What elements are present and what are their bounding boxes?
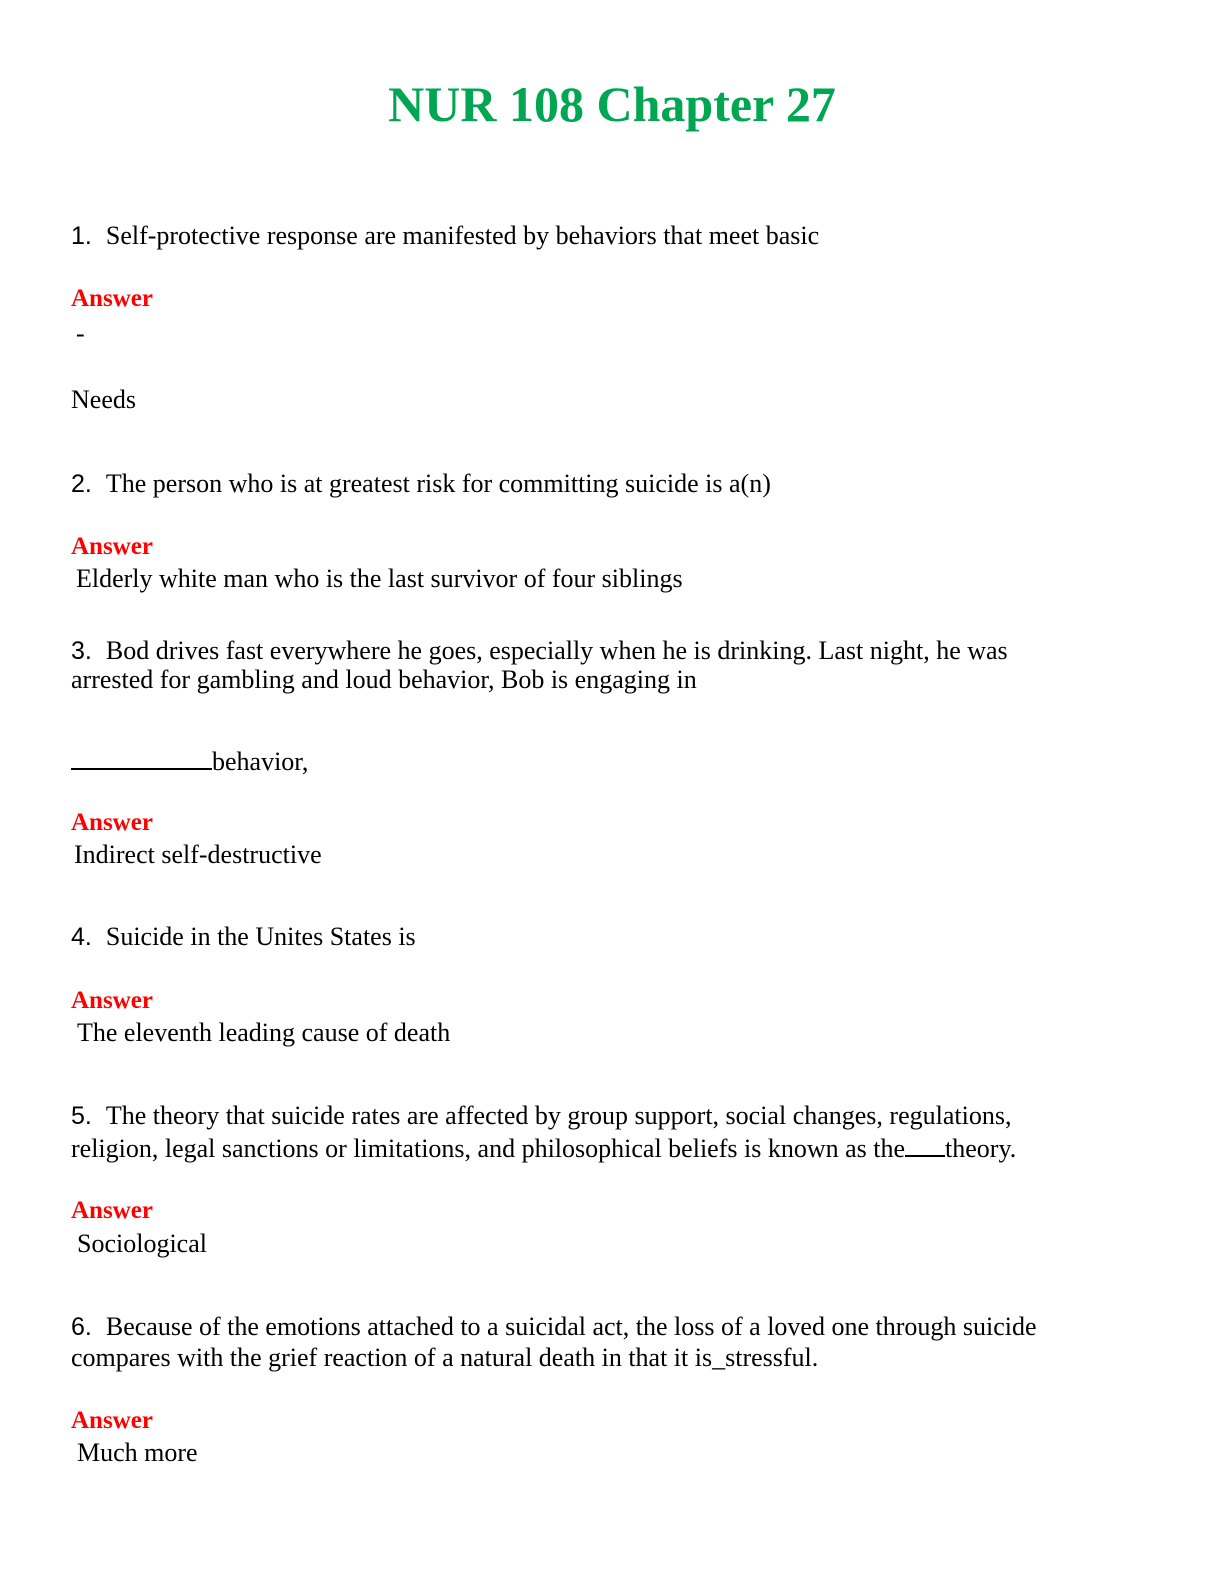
answer-text: Sociological — [77, 1229, 207, 1258]
question-text: Self-protective response are manifested by behaviors that meet basic — [105, 221, 820, 250]
answer-label: Answer — [71, 1407, 153, 1434]
answer-label: Answer — [71, 285, 153, 312]
answer-label: Answer — [71, 809, 153, 836]
answer-text: The eleventh leading cause of death — [77, 1018, 451, 1047]
question-text-line — [71, 1131, 1016, 1164]
answer-label: Answer — [71, 1197, 153, 1224]
blank-line — [905, 1131, 945, 1157]
answer-text: Indirect self-destructive — [74, 840, 322, 869]
question-number: 5. — [71, 1102, 92, 1130]
question-text: Suicide in the Unites States is — [105, 922, 416, 951]
answer-text: - — [76, 319, 85, 348]
question-text: The theory that suicide rates are affected by group support, social changes, regulations, — [105, 1101, 1012, 1130]
blank-suffix: behavior, — [212, 747, 309, 776]
answer-label: Answer — [71, 533, 153, 560]
answer-text: Needs — [71, 385, 136, 414]
question-4 — [71, 921, 416, 953]
question-number: 6. — [71, 1313, 92, 1341]
question-text-line: compares with the grief reaction of a natural death in that it is_stressful. — [71, 1343, 819, 1372]
question-text: theory. — [945, 1134, 1017, 1163]
fill-in-line — [71, 744, 308, 777]
question-text: Because of the emotions attached to a suicidal act, the loss of a loved one through suicide — [105, 1312, 1037, 1341]
question-text-line: arrested for gambling and loud behavior, Bob is engaging in — [71, 665, 697, 694]
question-text: Bod drives fast everywhere he goes, especially when he is drinking. Last night, he was — [105, 636, 1008, 665]
question-text: religion, legal sanctions or limitations, and philosophical beliefs is known as the — [71, 1134, 906, 1163]
answer-text: Elderly white man who is the last survivor of four siblings — [76, 564, 683, 593]
question-text: The person who is at greatest risk for committing suicide is a(n) — [105, 469, 771, 498]
question-6 — [71, 1311, 1037, 1343]
answer-label: Answer — [71, 987, 153, 1014]
answer-text: Much more — [77, 1438, 198, 1467]
question-5 — [71, 1100, 1011, 1132]
question-number: 2. — [71, 470, 92, 498]
question-1 — [71, 220, 819, 252]
question-3 — [71, 635, 1008, 667]
question-number: 4. — [71, 923, 92, 951]
blank-line — [71, 744, 212, 770]
question-number: 3. — [71, 637, 92, 665]
question-2 — [71, 468, 771, 500]
question-number: 1. — [71, 222, 92, 250]
page-title: NUR 108 Chapter 27 — [388, 76, 836, 132]
